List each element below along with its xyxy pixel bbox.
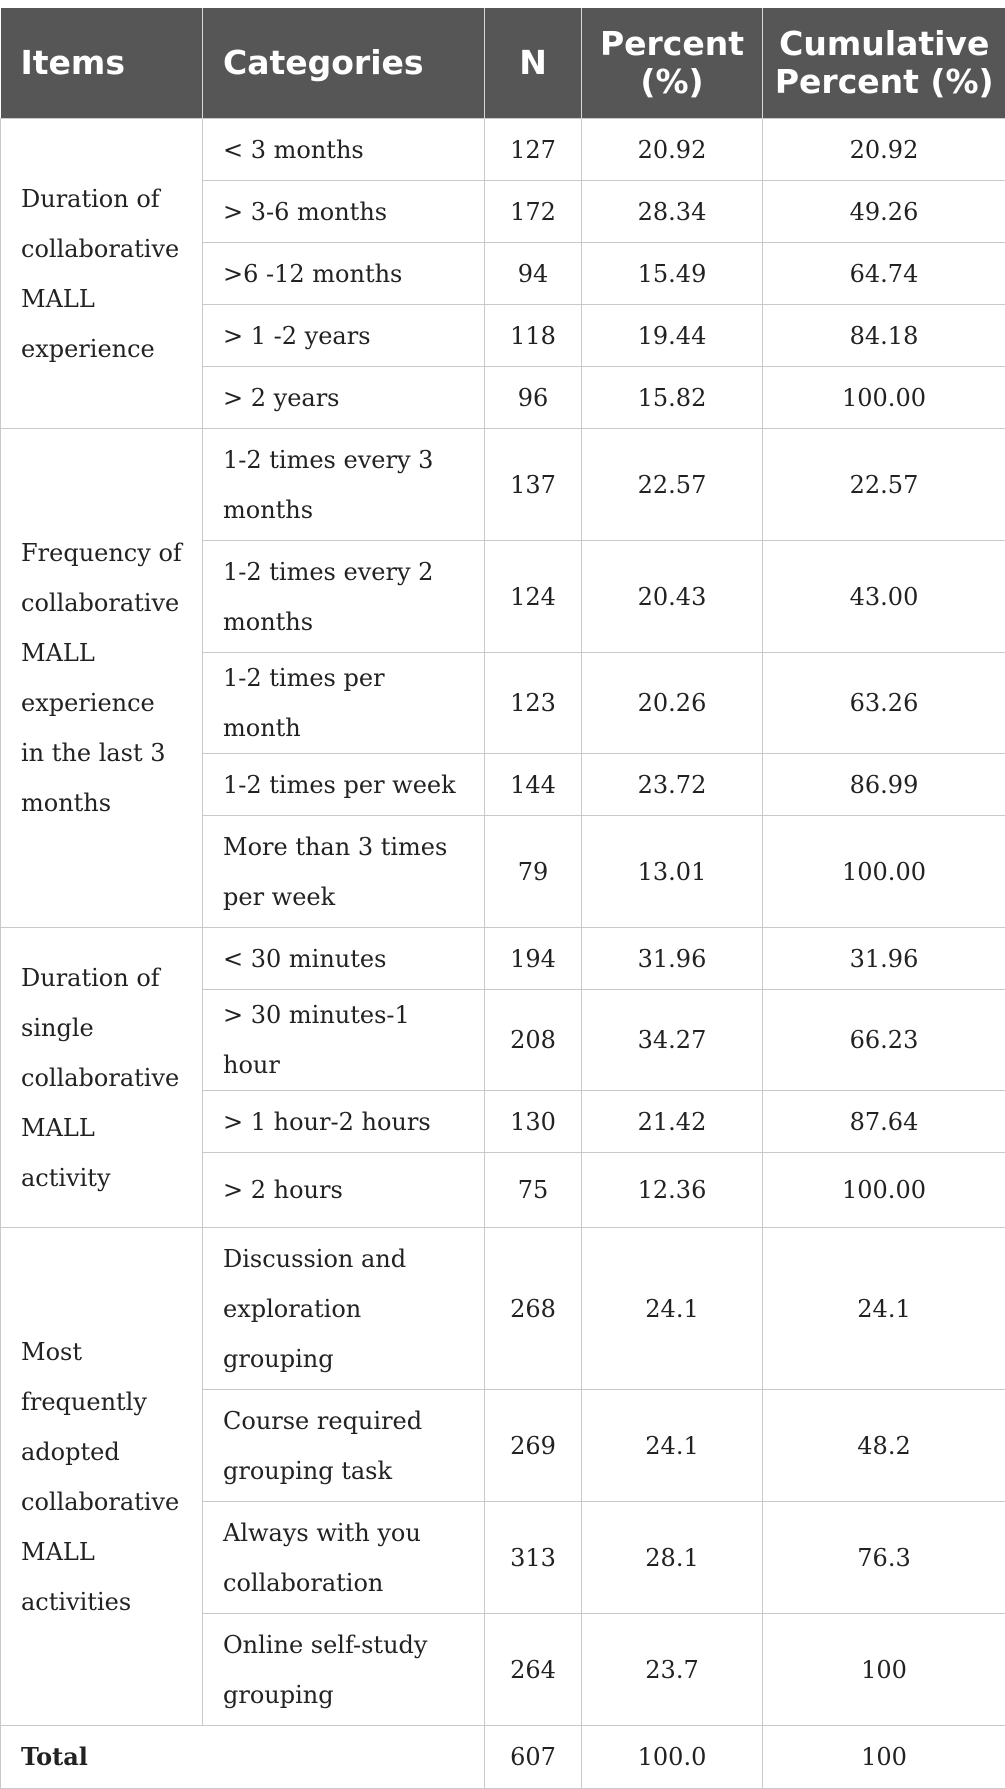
total-percent: 100.0 — [582, 1726, 763, 1789]
category-cell: >6 -12 months — [203, 243, 485, 305]
category-cell: Online self-study grouping — [203, 1614, 485, 1726]
percent-cell: 13.01 — [582, 816, 763, 928]
cumulative-cell: 64.74 — [763, 243, 1005, 305]
table-row — [1, 1228, 1005, 1390]
percent-cell: 20.43 — [582, 541, 763, 653]
item-cell: Duration of collaborative MALL experience — [1, 119, 203, 429]
category-cell: > 3-6 months — [203, 181, 485, 243]
n-cell: 208 — [485, 990, 582, 1091]
n-cell: 313 — [485, 1502, 582, 1614]
cumulative-cell: 76.3 — [763, 1502, 1005, 1614]
header-categories: Categories — [203, 8, 485, 119]
cumulative-cell: 66.23 — [763, 990, 1005, 1091]
n-cell: 144 — [485, 754, 582, 816]
cumulative-cell: 100.00 — [763, 367, 1005, 429]
category-cell: > 30 minutes-1 hour — [203, 990, 485, 1091]
percent-cell: 21.42 — [582, 1091, 763, 1153]
header-row — [1, 8, 1005, 119]
n-cell: 75 — [485, 1153, 582, 1228]
category-cell: > 2 hours — [203, 1153, 485, 1228]
category-cell: More than 3 times per week — [203, 816, 485, 928]
cumulative-cell: 84.18 — [763, 305, 1005, 367]
table-row — [1, 928, 1005, 990]
cumulative-cell: 24.1 — [763, 1228, 1005, 1390]
table-body — [1, 119, 1005, 1789]
n-cell: 94 — [485, 243, 582, 305]
cumulative-cell: 48.2 — [763, 1390, 1005, 1502]
n-cell: 264 — [485, 1614, 582, 1726]
table-header — [1, 8, 1005, 119]
category-cell: Discussion and exploration grouping — [203, 1228, 485, 1390]
percent-cell: 24.1 — [582, 1390, 763, 1502]
category-cell: > 2 years — [203, 367, 485, 429]
total-n: 607 — [485, 1726, 582, 1789]
cumulative-cell: 43.00 — [763, 541, 1005, 653]
cumulative-cell: 22.57 — [763, 429, 1005, 541]
n-cell: 123 — [485, 653, 582, 754]
n-cell: 194 — [485, 928, 582, 990]
percent-cell: 23.7 — [582, 1614, 763, 1726]
percent-cell: 28.34 — [582, 181, 763, 243]
n-cell: 269 — [485, 1390, 582, 1502]
percent-cell: 19.44 — [582, 305, 763, 367]
n-cell: 268 — [485, 1228, 582, 1390]
item-cell: Frequency of collaborative MALL experience in the last 3 months — [1, 429, 203, 928]
category-cell: < 3 months — [203, 119, 485, 181]
table-container — [0, 8, 1005, 1789]
table-row — [1, 119, 1005, 181]
percent-cell: 20.92 — [582, 119, 763, 181]
percent-cell: 28.1 — [582, 1502, 763, 1614]
category-cell: 1-2 times per month — [203, 653, 485, 754]
category-cell: Always with you collaboration — [203, 1502, 485, 1614]
percent-cell: 23.72 — [582, 754, 763, 816]
percent-cell: 12.36 — [582, 1153, 763, 1228]
category-cell: < 30 minutes — [203, 928, 485, 990]
percent-cell: 24.1 — [582, 1228, 763, 1390]
cumulative-cell: 100 — [763, 1614, 1005, 1726]
header-percent: Percent (%) — [582, 8, 763, 119]
n-cell: 79 — [485, 816, 582, 928]
percent-cell: 31.96 — [582, 928, 763, 990]
cumulative-cell: 31.96 — [763, 928, 1005, 990]
n-cell: 137 — [485, 429, 582, 541]
n-cell: 118 — [485, 305, 582, 367]
category-cell: > 1 hour-2 hours — [203, 1091, 485, 1153]
cumulative-cell: 87.64 — [763, 1091, 1005, 1153]
n-cell: 172 — [485, 181, 582, 243]
item-cell: Duration of single collaborative MALL activity — [1, 928, 203, 1228]
cumulative-cell: 100.00 — [763, 816, 1005, 928]
frequency-table — [0, 8, 1005, 1789]
header-n: N — [485, 8, 582, 119]
category-cell: Course required grouping task — [203, 1390, 485, 1502]
n-cell: 96 — [485, 367, 582, 429]
category-cell: 1-2 times every 2 months — [203, 541, 485, 653]
percent-cell: 20.26 — [582, 653, 763, 754]
percent-cell: 22.57 — [582, 429, 763, 541]
n-cell: 124 — [485, 541, 582, 653]
percent-cell: 34.27 — [582, 990, 763, 1091]
cumulative-cell: 100.00 — [763, 1153, 1005, 1228]
n-cell: 130 — [485, 1091, 582, 1153]
percent-cell: 15.82 — [582, 367, 763, 429]
cumulative-cell: 86.99 — [763, 754, 1005, 816]
item-cell: Most frequently adopted collaborative MALL activities — [1, 1228, 203, 1726]
header-cumulative-percent: Cumulative Percent (%) — [763, 8, 1005, 119]
table-row — [1, 429, 1005, 541]
category-cell: > 1 -2 years — [203, 305, 485, 367]
total-row — [1, 1726, 1005, 1789]
header-items: Items — [1, 8, 203, 119]
category-cell: 1-2 times per week — [203, 754, 485, 816]
cumulative-cell: 20.92 — [763, 119, 1005, 181]
n-cell: 127 — [485, 119, 582, 181]
cumulative-cell: 49.26 — [763, 181, 1005, 243]
category-cell: 1-2 times every 3 months — [203, 429, 485, 541]
total-cumulative: 100 — [763, 1726, 1005, 1789]
cumulative-cell: 63.26 — [763, 653, 1005, 754]
percent-cell: 15.49 — [582, 243, 763, 305]
total-label: Total — [1, 1726, 485, 1789]
